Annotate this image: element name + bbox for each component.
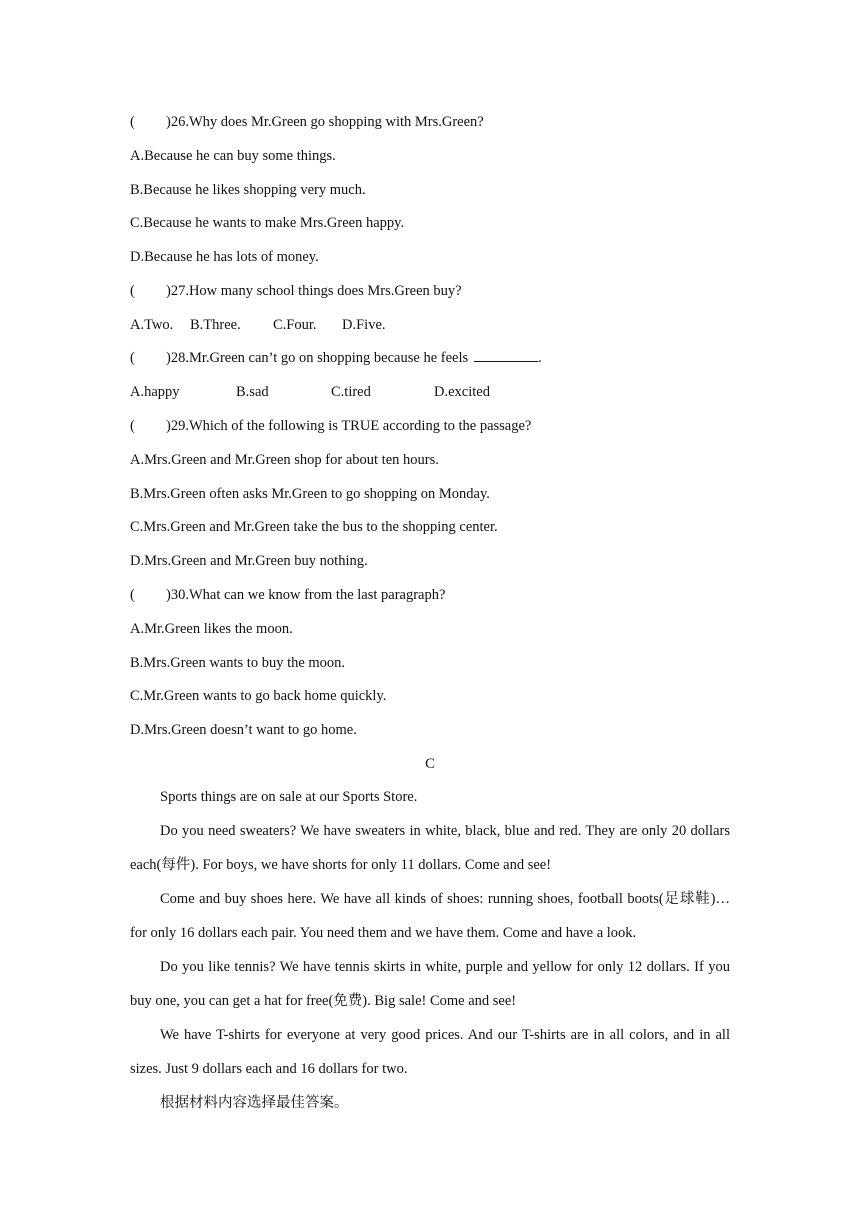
option: C.Mr.Green wants to go back home quickly. (130, 688, 387, 704)
question-27 (130, 280, 730, 302)
stem-end: . (538, 350, 542, 366)
answer-paren: ( (130, 283, 135, 299)
passage-paragraph: Sports things are on sale at our Sports Store. (160, 789, 418, 805)
question-28 (130, 347, 730, 369)
question-29 (130, 415, 730, 437)
option: A.Because he can buy some things. (130, 148, 336, 164)
option: C.Because he wants to make Mrs.Green happy. (130, 215, 405, 231)
question-stem: )29.Which of the following is TRUE according to the passage? (166, 418, 532, 434)
passage-paragraph: Do you like tennis? We have tennis skirts in white, purple and yellow for only 12 dollars. If you buy one, you can get a hat for free(免费). Big sale! Come and see! (130, 959, 730, 1009)
option: B.sad (236, 384, 269, 400)
option: A.Mrs.Green and Mr.Green shop for about ten hours. (130, 452, 439, 468)
question-stem: )30.What can we know from the last paragraph? (166, 587, 446, 603)
option: A.happy (130, 384, 180, 400)
option: D.Because he has lots of money. (130, 249, 319, 265)
question-stem: )26.Why does Mr.Green go shopping with Mrs.Green? (166, 114, 484, 130)
option: C.tired (331, 384, 371, 400)
option: D.Mrs.Green doesn’t want to go home. (130, 722, 357, 738)
option: D.Five. (342, 317, 386, 333)
answer-paren: ( (130, 114, 135, 130)
option: C.Four. (273, 317, 317, 333)
passage-paragraph: Do you need sweaters? We have sweaters in white, black, blue and red. They are only 20 dollars each(每件). For boys, we have shorts for only 11 dollars. Come and see! (130, 823, 730, 873)
option: B.Mrs.Green often asks Mr.Green to go shopping on Monday. (130, 486, 490, 502)
option-row (130, 381, 730, 403)
instruction: 根据材料内容选择最佳答案。 (160, 1095, 349, 1111)
question-30 (130, 584, 730, 606)
passage-paragraph: We have T-shirts for everyone at very good prices. And our T-shirts are in all colors, and in all sizes. Just 9 dollars each and 16 dollars for two. (130, 1027, 730, 1077)
option: B.Because he likes shopping very much. (130, 182, 366, 198)
section-c-passage (130, 780, 730, 1120)
option: D.excited (434, 384, 490, 400)
answer-paren: ( (130, 350, 135, 366)
fill-blank (474, 347, 538, 362)
question-26 (130, 111, 730, 133)
answer-paren: ( (130, 418, 135, 434)
option: C.Mrs.Green and Mr.Green take the bus to the shopping center. (130, 519, 498, 535)
answer-paren: ( (130, 587, 135, 603)
option: A.Two. (130, 317, 174, 333)
option: A.Mr.Green likes the moon. (130, 621, 293, 637)
question-stem: )28.Mr.Green can’t go on shopping because he feels (166, 350, 469, 366)
option-row (130, 314, 730, 336)
option: D.Mrs.Green and Mr.Green buy nothing. (130, 553, 368, 569)
option: B.Three. (190, 317, 241, 333)
question-stem: )27.How many school things does Mrs.Green buy? (166, 283, 462, 299)
option: B.Mrs.Green wants to buy the moon. (130, 655, 346, 671)
passage-paragraph: Come and buy shoes here. We have all kinds of shoes: running shoes, football boots(足球鞋)…for only 16 dollars each pair. You need them and we have them. Come and have a look. (130, 891, 730, 941)
section-heading: C (425, 756, 435, 772)
